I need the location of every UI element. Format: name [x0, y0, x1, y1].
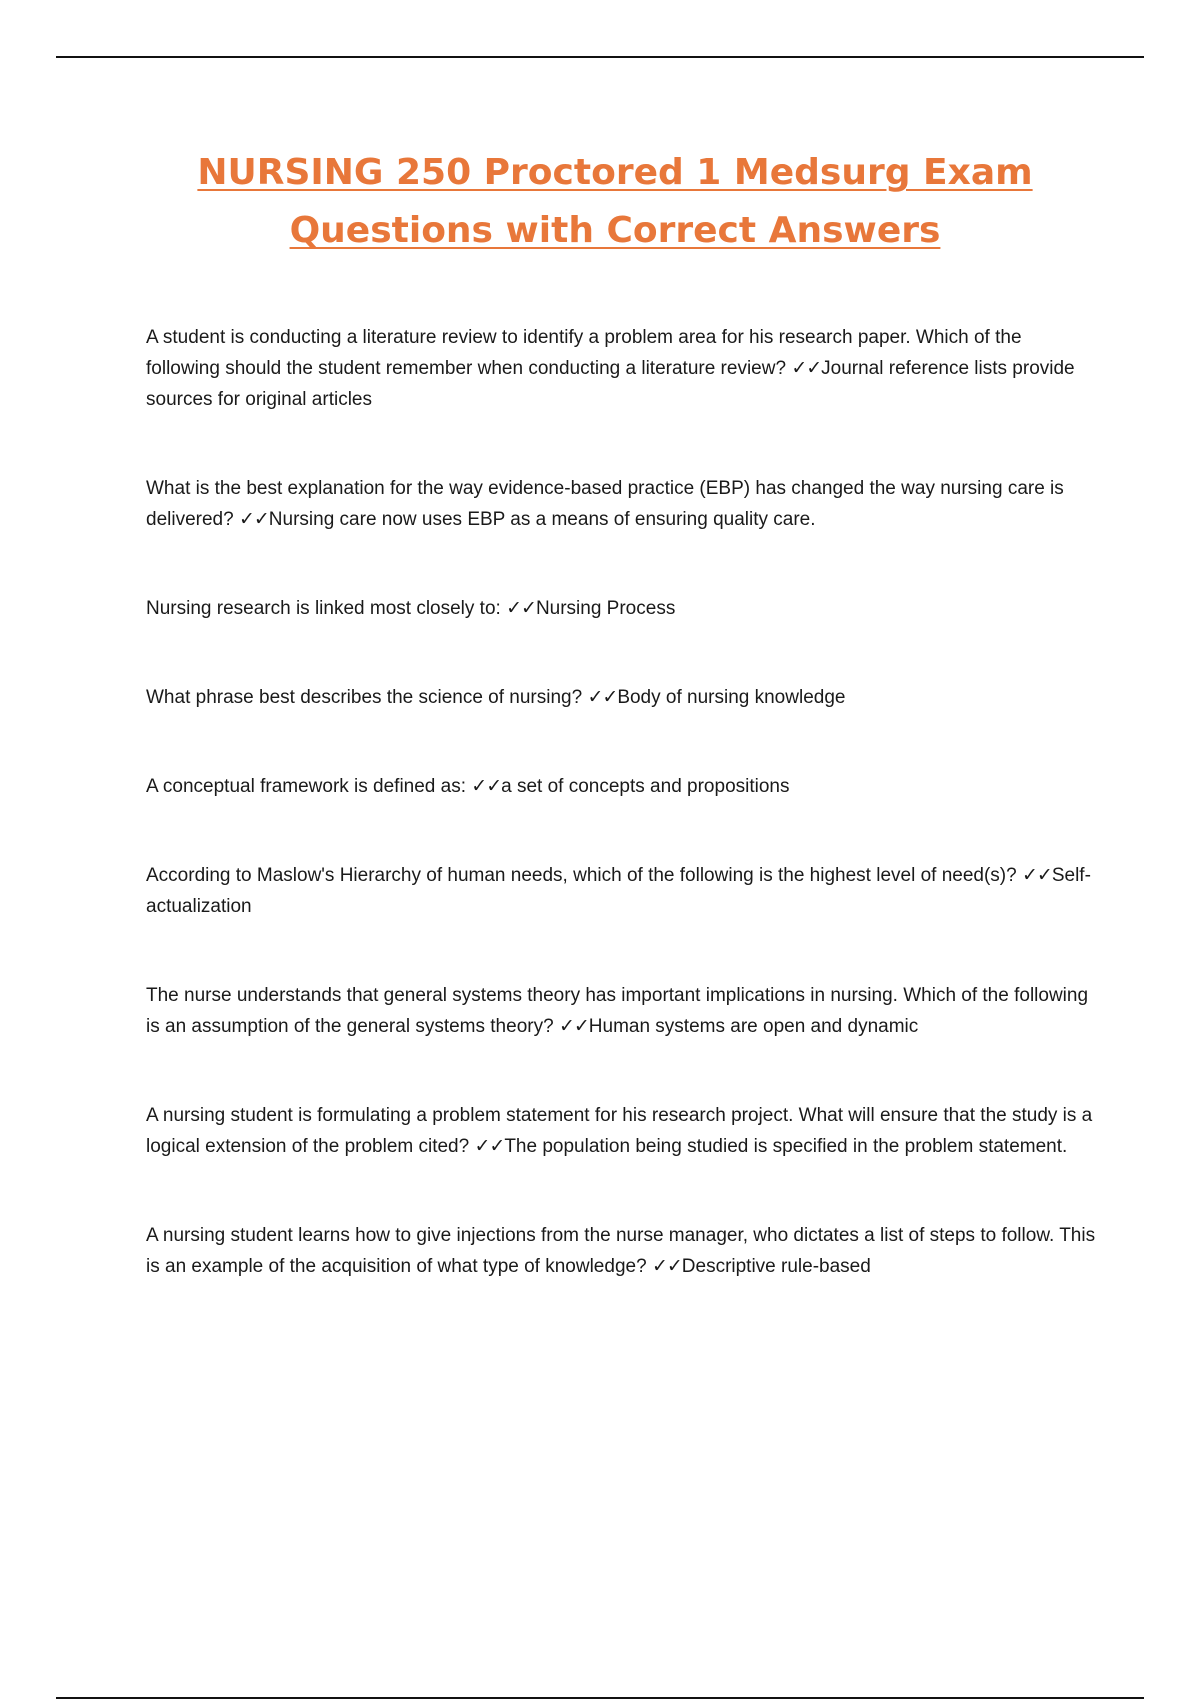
qa-item [146, 1100, 1096, 1162]
question-text: The nurse understands that general systems theory has important implications in nursing. Which of the following is an assumption of the general systems theory? [146, 985, 1089, 1037]
question-text: Nursing research is linked most closely to: [146, 598, 501, 619]
qa-item [146, 980, 1096, 1042]
answer-check-icon: ✓✓ [1021, 864, 1052, 886]
top-divider [56, 56, 1144, 58]
qa-item [146, 322, 1096, 415]
answer-check-icon: ✓✓ [238, 508, 269, 530]
answer-text: Nursing Process [535, 598, 676, 619]
answer-check-icon: ✓✓ [471, 775, 502, 797]
answer-text: The population being studied is specified in the problem statement. [504, 1136, 1068, 1157]
answer-text: Self-actualization [146, 865, 1091, 917]
answer-text: a set of concepts and propositions [501, 776, 790, 797]
answer-text: Human systems are open and dynamic [588, 1016, 919, 1037]
qa-list [146, 322, 1096, 1340]
qa-item [146, 593, 1096, 624]
qa-item [146, 771, 1096, 802]
question-text: What phrase best describes the science of nursing? [146, 687, 583, 708]
answer-check-icon: ✓✓ [651, 1255, 682, 1277]
answer-text: Nursing care now uses EBP as a means of ensuring quality care. [268, 509, 816, 530]
answer-check-icon: ✓✓ [558, 1015, 589, 1037]
answer-check-icon: ✓✓ [791, 357, 822, 379]
document-title [140, 144, 1090, 260]
question-text: A student is conducting a literature review to identify a problem area for his research paper. Which of the following should the student remember when conducting a literature review? [146, 327, 1022, 379]
question-text: A nursing student is formulating a problem statement for his research project. What will ensure that the study is a logical extension of the problem cited? [146, 1105, 1093, 1157]
qa-item [146, 1220, 1096, 1282]
qa-item [146, 682, 1096, 713]
question-text: A nursing student learns how to give injections from the nurse manager, who dictates a list of steps to follow. This is an example of the acquisition of what type of knowledge? [146, 1225, 1096, 1277]
answer-text: Journal reference lists provide sources for original articles [146, 358, 1075, 410]
question-text: According to Maslow's Hierarchy of human needs, which of the following is the highest level of need(s)? [146, 865, 1017, 886]
answer-check-icon: ✓✓ [587, 686, 618, 708]
answer-check-icon: ✓✓ [474, 1135, 505, 1157]
question-text: What is the best explanation for the way evidence-based practice (EBP) has changed the way nursing care is delivered? [146, 478, 1064, 530]
question-text: A conceptual framework is defined as: [146, 776, 467, 797]
bottom-divider [56, 1697, 1144, 1699]
answer-text: Body of nursing knowledge [617, 687, 846, 708]
title-line-1: NURSING 250 Proctored 1 Medsurg Exam [197, 152, 1033, 193]
title-line-2: Questions with Correct Answers [289, 210, 941, 251]
qa-item [146, 473, 1096, 535]
answer-text: Descriptive rule-based [681, 1256, 871, 1277]
qa-item [146, 860, 1096, 922]
answer-check-icon: ✓✓ [506, 597, 536, 619]
